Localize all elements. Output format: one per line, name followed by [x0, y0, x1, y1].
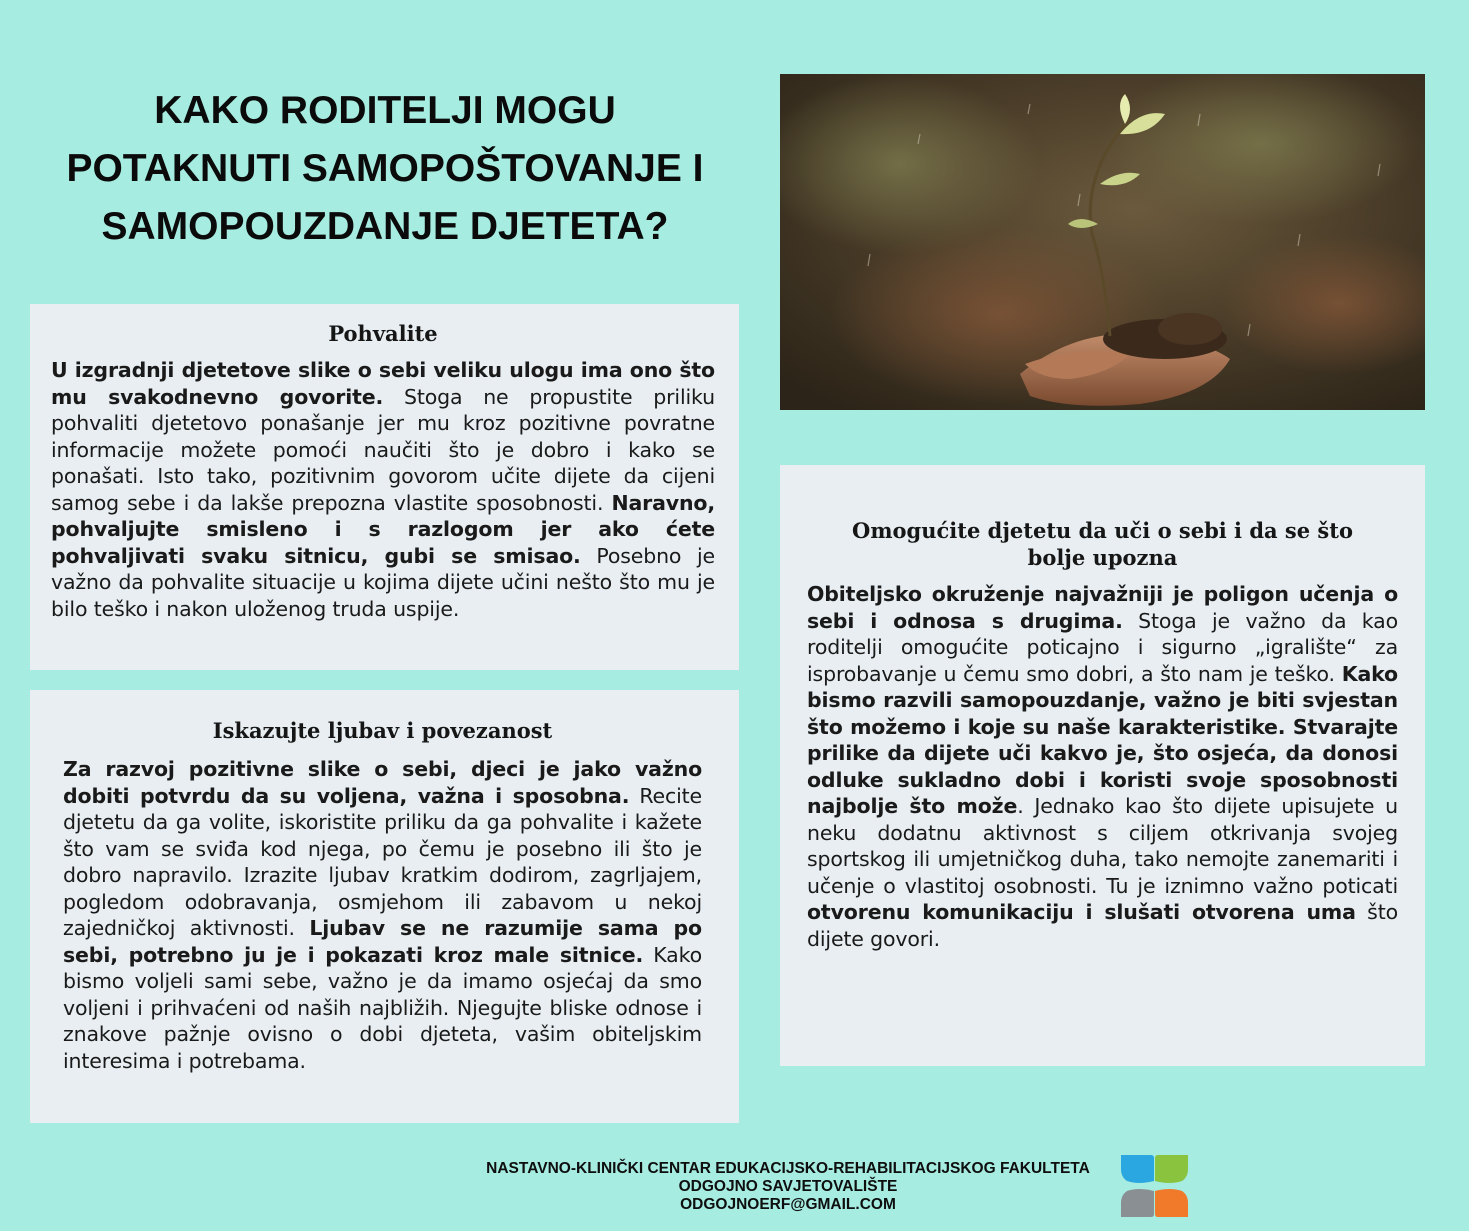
self-learning-text-2: . Jednako kao što dijete upisujete u neku dodatnu aktivnost s ciljem otkrivanja svojeg sportskog ili umjetničkog duha, tako nemojte zanemariti i učenje o vlastitoj osobnosti. Tu je iznimno važno poticati [807, 794, 1398, 898]
page-title [30, 82, 740, 256]
praise-text-1: Stoga ne propustite priliku pohvaliti djetetovo ponašanje jer mu kroz pozitivne povratne informacije možete pomoći naučiti što je dobro i kako se ponašati. Isto tako, pozitivnim govorom učite dijete da cijeni samog sebe i da lakše prepozna vlastite sposobnosti. [51, 384, 715, 515]
praise-card [30, 304, 739, 670]
love-text-2: Kako bismo voljeli sami sebe, važno je da imamo osjećaj da smo voljeni i prihvaćeni od naših najbližih. Njegujte bliske odnose i znakove pažnje ovisno o dobi djeteta, vašim obiteljskim interesima i potrebama. [63, 942, 702, 1073]
love-bold-1: Za razvoj pozitivne slike o sebi, djeci je jako važno dobiti potvrdu da su voljena, važna i sposobna. [63, 757, 702, 808]
self-learning-text [807, 581, 1398, 952]
love-text-1: Recite djetetu da ga volite, iskoristite priliku da ga pohvalite i kažete što vam se sviđa kod njega, po čemu je posebno ili što je dobro napravilo. Izrazite ljubav kratkim dodirom, zagrljajem, pogledom odobravanja, osmjehom ili zabavom u nekoj zajedničkoj aktivnosti. [63, 783, 702, 940]
seedling-photo [780, 74, 1425, 410]
footer-email: ODGOJNOERF@GMAIL.COM [680, 1196, 896, 1213]
love-bold-2: Ljubav se ne razumije sama po sebi, potrebno ju je i pokazati kroz male sitnice. [63, 916, 702, 967]
self-learning-bold-3: otvorenu komunikaciju i slušati otvorena uma [807, 900, 1356, 924]
love-text [63, 756, 702, 1074]
self-learning-text-3: što dijete govori. [807, 900, 1398, 951]
title-line-1: KAKO RODITELJI MOGU [154, 89, 616, 132]
footer-department: ODGOJNO SAVJETOVALIŠTE [678, 1178, 898, 1195]
praise-heading: Pohvalite [328, 321, 438, 346]
love-heading: Iskazujte ljubav i povezanost [212, 718, 553, 743]
footer [448, 1160, 1128, 1214]
praise-bold-1: U izgradnji djetetove slike o sebi veliku ulogu ima ono što mu svakodnevno govorite. [51, 358, 715, 409]
praise-bold-2: Naravno, pohvaljujte smisleno i s razlogom jer ako ćete pohvaljivati svaku sitnicu, gubi se smisao. [51, 490, 715, 568]
title-line-2: POTAKNUTI SAMOPOŠTOVANJE I [66, 147, 704, 190]
praise-text-2: Posebno je važno da pohvalite situacije u kojima dijete učini nešto što mu je bilo teško i nakon uloženog truda uspije. [51, 543, 715, 621]
footer-institution: NASTAVNO-KLINIČKI CENTAR EDUKACIJSKO-REHABILITACIJSKOG FAKULTETA [486, 1160, 1090, 1177]
self-learning-text-1: Stoga je važno da kao roditelji omogućite poticajno i sigurno „igralište“ za isprobavanje u čemu smo dobri, a što nam je teško. [807, 608, 1398, 686]
self-learning-bold-2: Kako bismo razvili samopouzdanje, važno je biti svjestan što možemo i koje su naše karakteristike. Stvarajte prilike da dijete uči kakvo je, što osjeća, da donosi odluke sukladno dobi i koristi svoje sposobnosti najbolje što može [807, 661, 1398, 818]
self-learning-card [780, 465, 1425, 1066]
institution-logo-icon [1121, 1155, 1188, 1217]
praise-text [51, 357, 715, 622]
self-learning-bold-1: Obiteljsko okruženje najvažniji je poligon učenja o sebi i odnosa s drugima. [807, 582, 1398, 633]
self-learning-heading: Omogućite djetetu da uči o sebi i da se što bolje upozna [852, 518, 1353, 570]
love-card [30, 690, 739, 1123]
seedling-in-hands-icon [780, 74, 1425, 410]
title-line-3: SAMOPOUZDANJE DJETETA? [101, 205, 669, 248]
